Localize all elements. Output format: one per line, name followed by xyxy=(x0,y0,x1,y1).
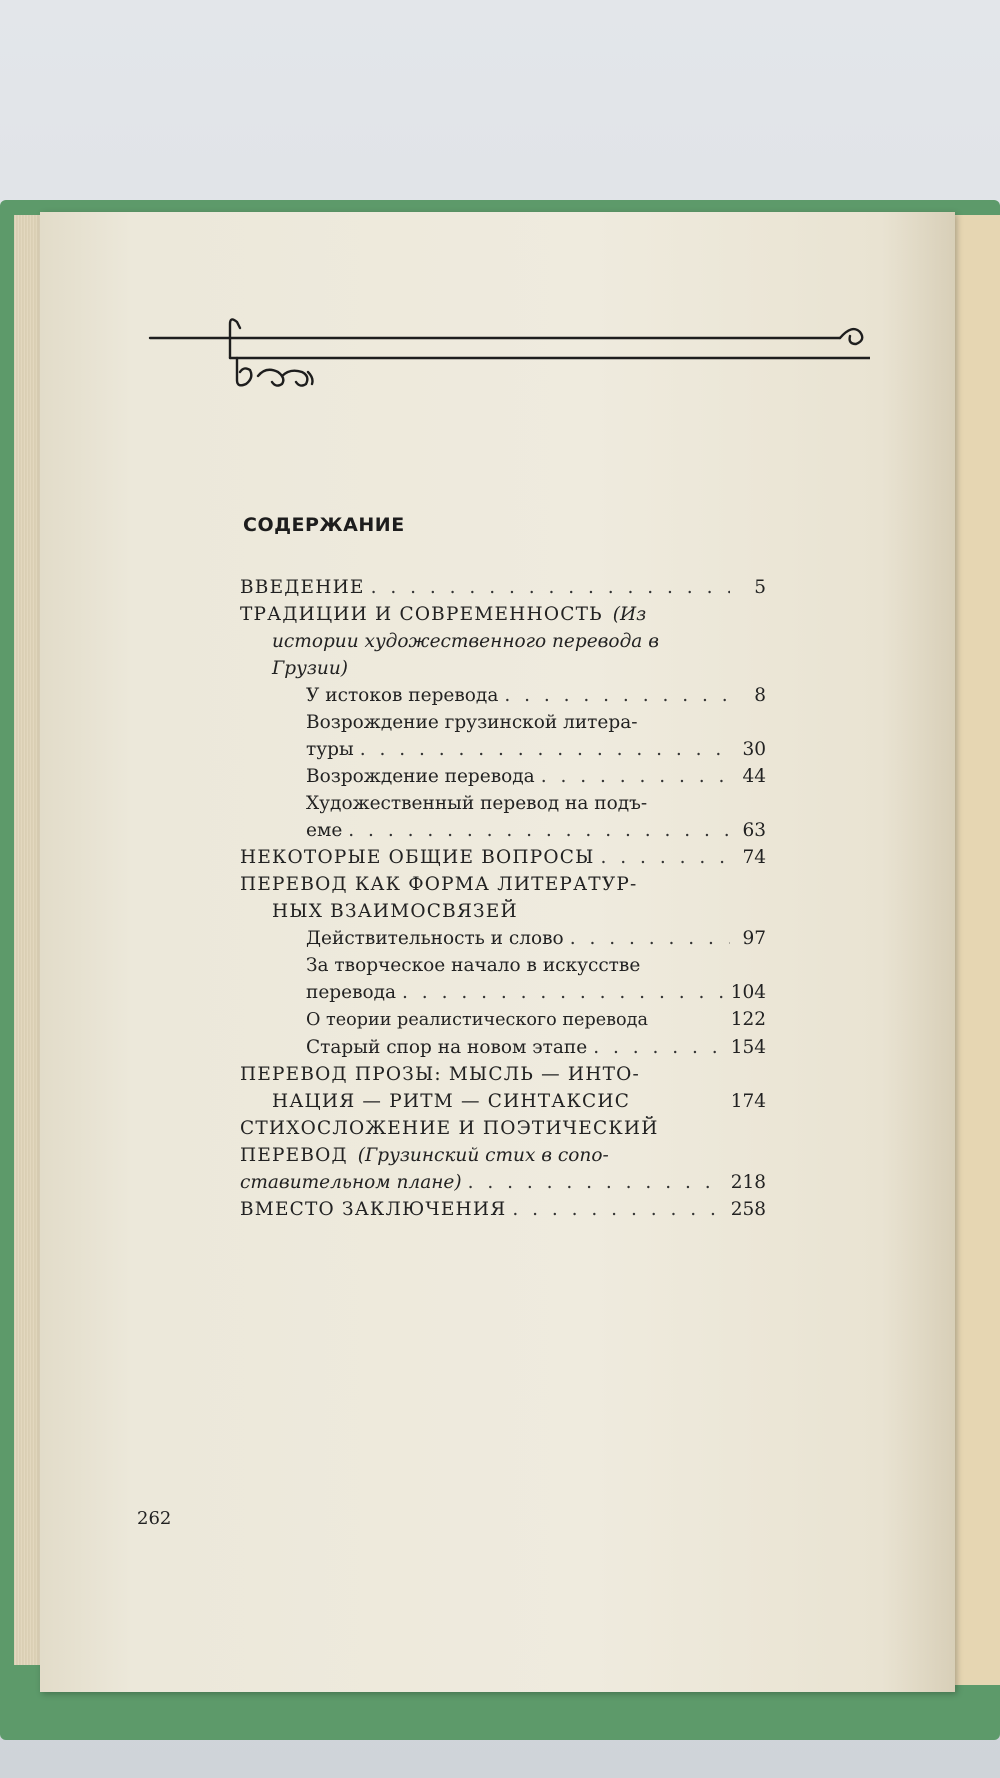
toc-entry-label: У истоков перевода xyxy=(306,685,499,706)
toc-entry-label: НЕКОТОРЫЕ ОБЩИЕ ВОПРОСЫ xyxy=(240,847,595,868)
table-of-contents xyxy=(240,574,766,1223)
toc-entry-vvedenie[interactable] xyxy=(240,574,766,601)
toc-entry-label: ПЕРЕВОД xyxy=(240,1145,348,1166)
toc-entry-label: ТРАДИЦИИ И СОВРЕМЕННОСТЬ xyxy=(240,604,603,625)
toc-entry-label: Возрождение грузинской литера- xyxy=(306,712,638,733)
dot-leader xyxy=(468,1169,725,1196)
toc-entry-label: перевода xyxy=(306,982,397,1003)
toc-entry-spor[interactable] xyxy=(240,1034,766,1061)
toc-entry-label: НАЦИЯ — РИТМ — СИНТАКСИС xyxy=(272,1091,631,1112)
toc-page-number: 44 xyxy=(742,766,766,787)
toc-page-number: 74 xyxy=(742,847,766,868)
toc-entry-obshie-voprosy[interactable] xyxy=(240,844,766,871)
toc-page-number: 174 xyxy=(730,1091,766,1112)
dot-leader xyxy=(360,736,730,763)
dot-leader xyxy=(348,817,730,844)
page-number: 262 xyxy=(137,1508,172,1529)
toc-heading: СОДЕРЖАНИЕ xyxy=(243,514,405,536)
dot-leader xyxy=(402,979,725,1006)
toc-page-number: 8 xyxy=(754,685,766,706)
dot-leader xyxy=(371,574,730,601)
toc-page-number: 63 xyxy=(742,820,766,841)
toc-entry-label: СТИХОСЛОЖЕНИЕ И ПОЭТИЧЕСКИЙ xyxy=(240,1118,659,1139)
toc-entry-label: Возрождение перевода xyxy=(306,766,535,787)
toc-entry-label: За творческое начало в искусстве xyxy=(306,955,641,976)
toc-page-number: 104 xyxy=(730,982,766,1003)
toc-entry-deistvitelnost[interactable] xyxy=(240,925,766,952)
toc-page-number: 97 xyxy=(742,928,766,949)
toc-entry-label: ВВЕДЕНИЕ xyxy=(240,577,365,598)
toc-entry-label: Старый спор на новом этапе xyxy=(306,1037,588,1058)
toc-entry-prozy[interactable] xyxy=(240,1061,766,1115)
toc-entry-label: Действительность и слово xyxy=(306,928,564,949)
toc-entry-label: Художественный перевод на подъ- xyxy=(306,793,648,814)
toc-page-number: 218 xyxy=(730,1172,766,1193)
toc-entry-label: ПЕРЕВОД КАК ФОРМА ЛИТЕРАТУР- xyxy=(240,874,638,895)
dot-leader xyxy=(504,682,730,709)
toc-page-number: 5 xyxy=(754,577,766,598)
toc-entry-podem[interactable] xyxy=(240,790,766,844)
toc-entry-istoki[interactable] xyxy=(240,682,766,709)
toc-page-number: 154 xyxy=(730,1037,766,1058)
toc-entry-label: еме xyxy=(306,820,343,841)
toc-entry-tradicii[interactable] xyxy=(240,601,766,682)
toc-entry-label: ПЕРЕВОД ПРОЗЫ: МЫСЛЬ — ИНТО- xyxy=(240,1064,640,1085)
toc-entry-vozrozhdenie-perevoda[interactable] xyxy=(240,763,766,790)
toc-entry-label: туры xyxy=(306,739,354,760)
toc-entry-label: НЫХ ВЗАИМОСВЯЗЕЙ xyxy=(272,901,518,922)
toc-entry-zakluchenie[interactable] xyxy=(240,1196,766,1223)
toc-entry-stih[interactable] xyxy=(240,1115,766,1196)
toc-entry-note: (Из xyxy=(612,604,647,625)
facing-page-edge xyxy=(955,215,1000,1685)
toc-entry-forma[interactable] xyxy=(240,871,766,925)
toc-page-number: 122 xyxy=(730,1009,766,1030)
toc-entry-note: ставительном плане) xyxy=(240,1172,462,1193)
toc-entry-note: истории художественного перевода в xyxy=(272,631,659,652)
toc-entry-label: ВМЕСТО ЗАКЛЮЧЕНИЯ xyxy=(240,1199,507,1220)
dot-leader xyxy=(541,763,730,790)
dot-leader xyxy=(593,1034,725,1061)
toc-entry-teorii[interactable] xyxy=(240,1006,766,1034)
toc-entry-note: Грузии) xyxy=(272,658,348,679)
toc-entry-note: (Грузинский стих в сопо- xyxy=(357,1145,609,1166)
dot-leader xyxy=(601,844,730,871)
ornament-icon xyxy=(140,318,870,398)
toc-entry-label: О теории реалистического перевода xyxy=(306,1010,648,1030)
toc-entry-vozrozhdenie-literatury[interactable] xyxy=(240,709,766,763)
toc-page-number: 30 xyxy=(742,739,766,760)
toc-page-number: 258 xyxy=(730,1199,766,1220)
dot-leader xyxy=(512,1196,724,1223)
dot-leader xyxy=(570,925,730,952)
toc-entry-tvorcheskoe[interactable] xyxy=(240,952,766,1006)
